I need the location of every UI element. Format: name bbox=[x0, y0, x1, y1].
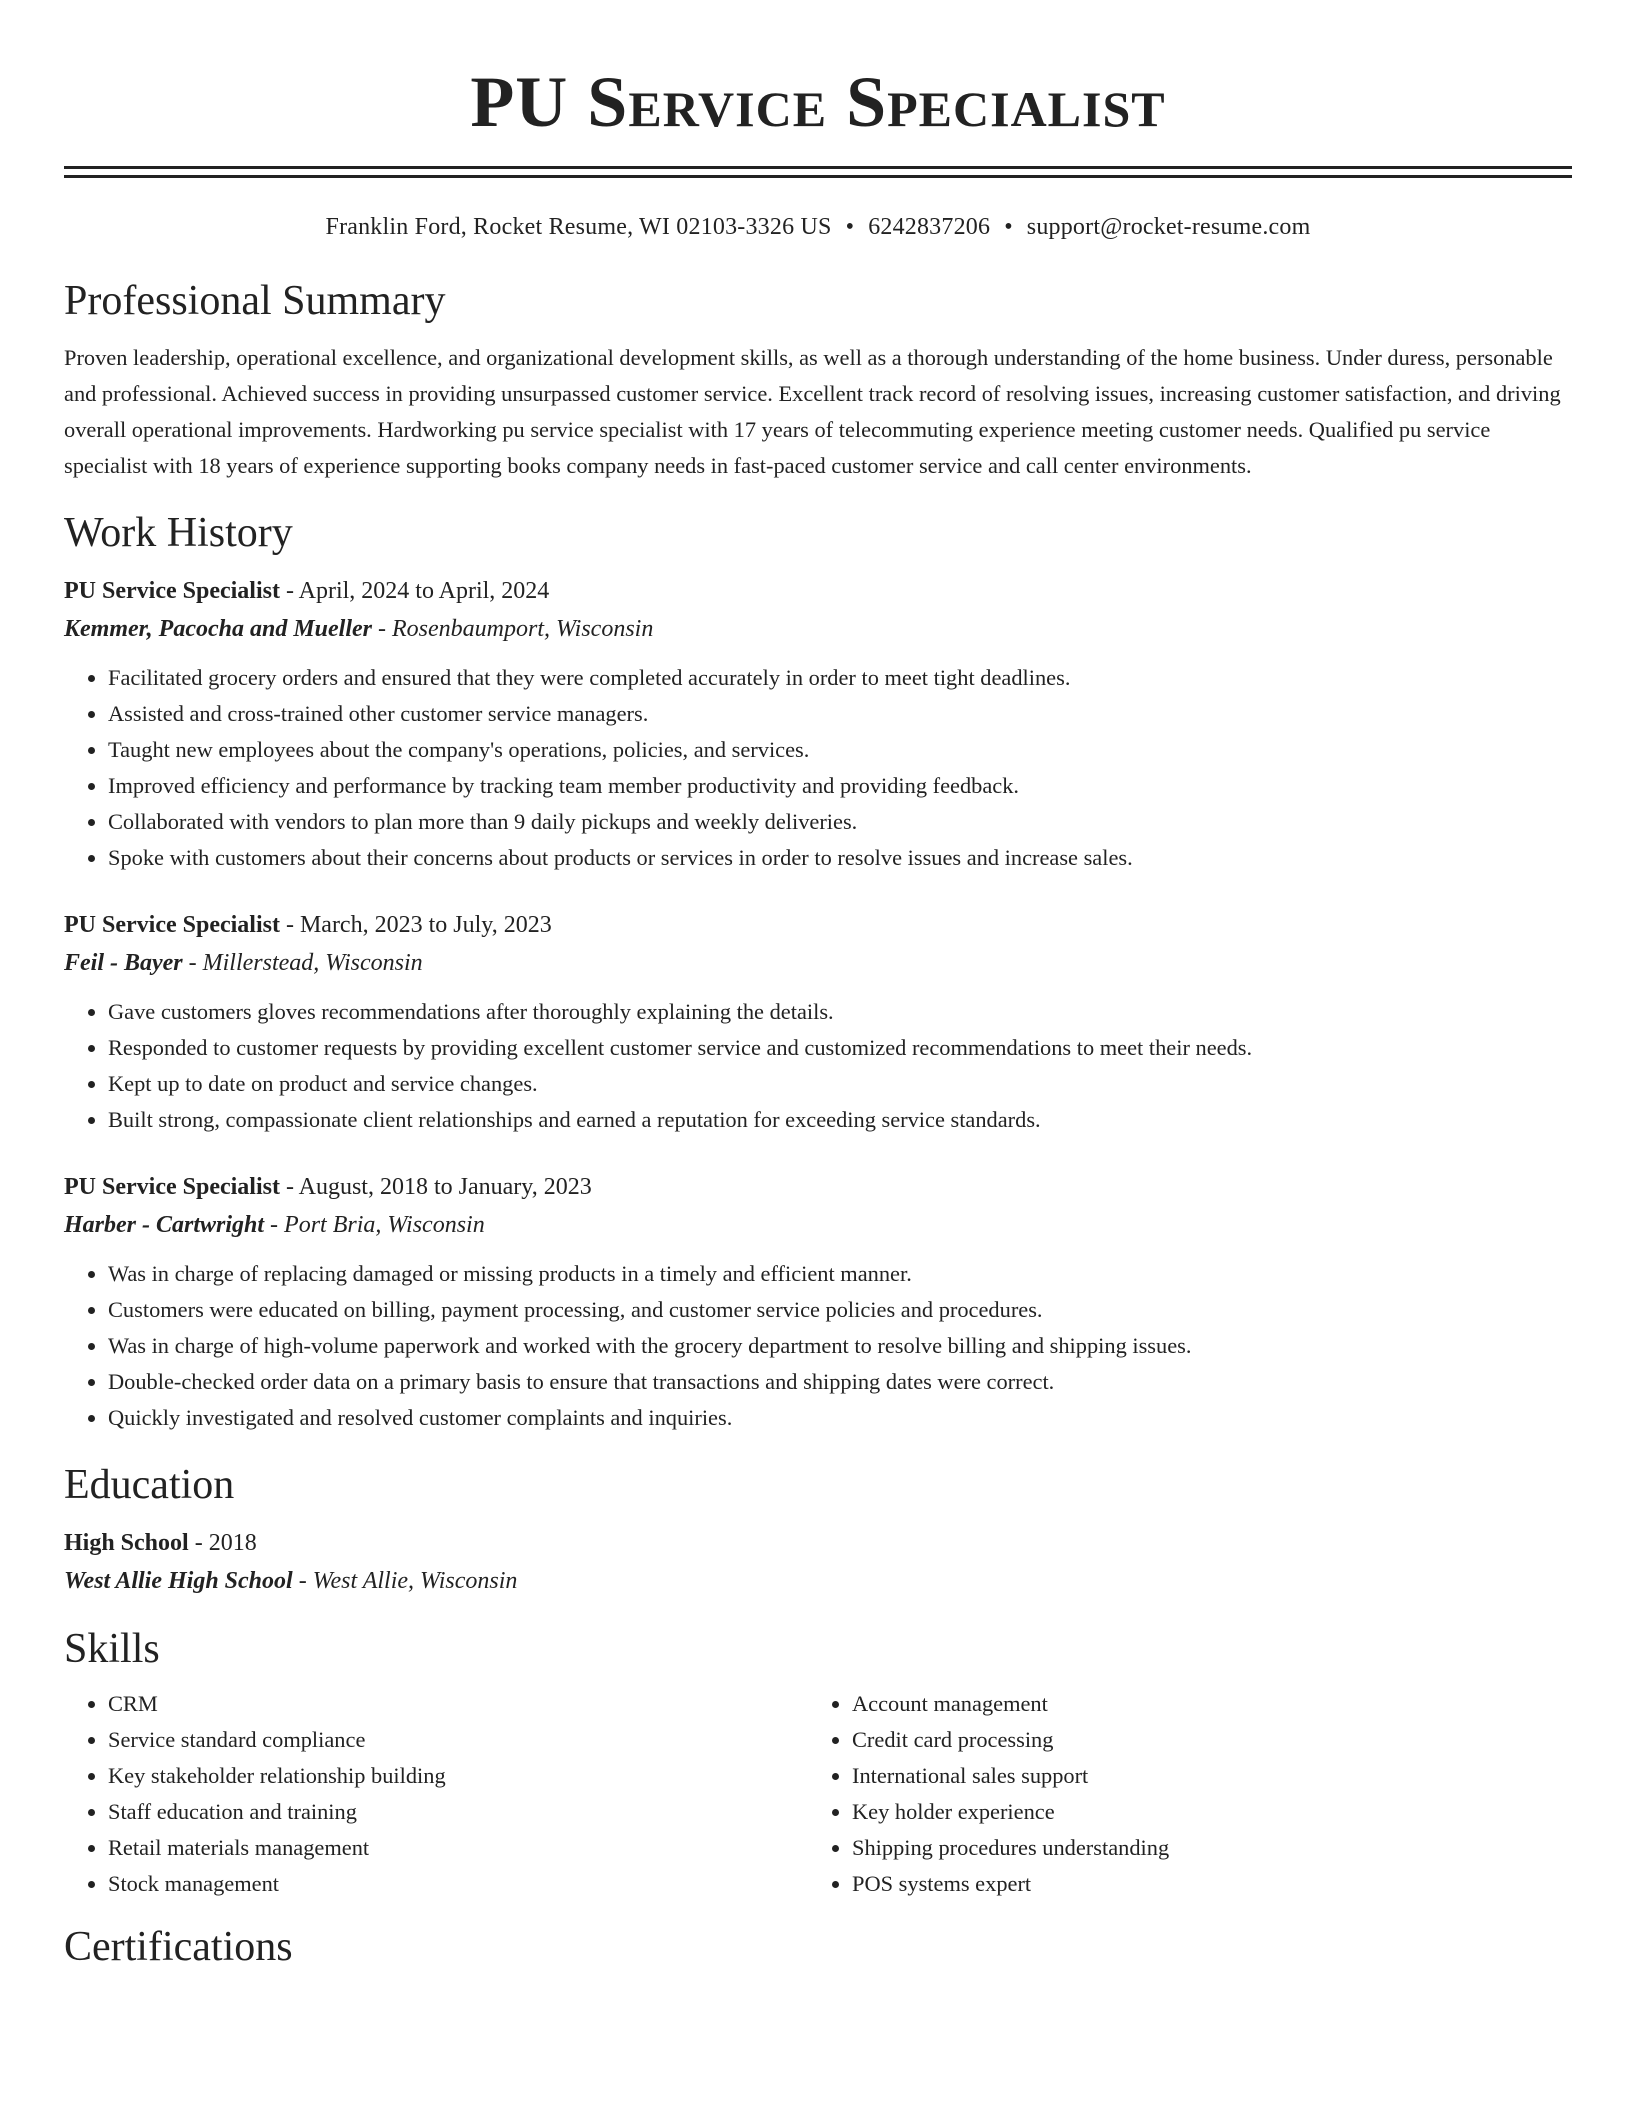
job-duty: • Was in charge of replacing damaged or missing products in a timely and efficient manner. bbox=[108, 1256, 1572, 1292]
job-duty: • Facilitated grocery orders and ensured that they were completed accurately in order to meet tight deadlines. bbox=[108, 660, 1572, 696]
contact-separator: • bbox=[1004, 214, 1013, 240]
job-duty: • Responded to customer requests by providing excellent customer service and customized recommendations to meet their needs. bbox=[108, 1030, 1572, 1066]
contact-address: Franklin Ford, Rocket Resume, WI 02103-3326 US bbox=[325, 214, 832, 240]
job-entry bbox=[64, 906, 1572, 1138]
job-duty: • Customers were educated on billing, payment processing, and customer service policies and procedures. bbox=[108, 1292, 1572, 1328]
section-title-education: Education bbox=[64, 1462, 235, 1508]
resume-page bbox=[64, 0, 1572, 1972]
education-location: - West Allie, Wisconsin bbox=[292, 1568, 518, 1594]
contact-email: support@rocket-resume.com bbox=[1026, 214, 1311, 240]
job-dates: - April, 2024 to April, 2024 bbox=[279, 578, 550, 604]
skill-item: • CRM bbox=[108, 1686, 808, 1722]
education-entry bbox=[64, 1524, 1572, 1600]
job-duty: • Quickly investigated and resolved customer complaints and inquiries. bbox=[108, 1400, 1572, 1436]
job-duty: • Was in charge of high-volume paperwork and worked with the grocery department to resolve billing and shipping issues. bbox=[108, 1328, 1572, 1364]
skill-item: • Shipping procedures understanding bbox=[852, 1830, 1572, 1866]
job-title-line bbox=[64, 572, 1572, 610]
header-rule-top bbox=[64, 166, 1572, 169]
job-duty: • Improved efficiency and performance by tracking team member productivity and providing feedback. bbox=[108, 768, 1572, 804]
job-duty: • Collaborated with vendors to plan more than 9 daily pickups and weekly deliveries. bbox=[108, 804, 1572, 840]
education-degree: High School bbox=[64, 1530, 189, 1556]
job-entry bbox=[64, 572, 1572, 876]
job-duty: • Kept up to date on product and service changes. bbox=[108, 1066, 1572, 1102]
job-role: PU Service Specialist bbox=[64, 912, 280, 938]
job-role: PU Service Specialist bbox=[64, 1174, 280, 1200]
section-title-certifications: Certifications bbox=[64, 1924, 293, 1970]
skill-item: • Staff education and training bbox=[108, 1794, 808, 1830]
job-title-line bbox=[64, 906, 1572, 944]
job-duty: • Double-checked order data on a primary basis to ensure that transactions and shipping dates were correct. bbox=[108, 1364, 1572, 1400]
contact-phone: 6242837206 bbox=[868, 214, 991, 240]
resume-name: PU Service Specialist bbox=[470, 62, 1166, 142]
education-degree-line bbox=[64, 1524, 1572, 1562]
header-rule-bottom bbox=[64, 175, 1572, 178]
summary-text: Proven leadership, operational excellence, and organizational development skills, as well as a thorough understanding of the home business. Under duress, personable and professional. Achieved success in providing unsurpassed customer service. Excellent track record of resolving issues, increasing customer satisfaction, and driving overall operational improvements. Hardworking pu service specialist with 17 years of telecommuting experience meeting customer needs. Qualified pu service specialist with 18 years of experience supporting books company needs in fast-paced customer service and call center environments. bbox=[64, 345, 1561, 478]
job-company-line bbox=[64, 610, 1572, 648]
job-location: - Rosenbaumport, Wisconsin bbox=[372, 616, 654, 642]
job-duty: • Gave customers gloves recommendations after thoroughly explaining the details. bbox=[108, 994, 1572, 1030]
job-location: - Port Bria, Wisconsin bbox=[264, 1212, 485, 1238]
education-school: West Allie High School bbox=[64, 1568, 293, 1594]
job-company: Feil - Bayer bbox=[64, 950, 183, 976]
skill-item: • International sales support bbox=[852, 1758, 1572, 1794]
education-year: - 2018 bbox=[188, 1530, 257, 1556]
job-dates: - August, 2018 to January, 2023 bbox=[279, 1174, 592, 1200]
skills-grid bbox=[64, 1686, 1572, 1902]
job-entry bbox=[64, 1168, 1572, 1436]
job-duties bbox=[64, 660, 1572, 876]
job-company-line bbox=[64, 1206, 1572, 1244]
contact-separator: • bbox=[845, 214, 855, 240]
skill-item: • Stock management bbox=[108, 1866, 808, 1902]
job-duty: • Taught new employees about the company's operations, policies, and services. bbox=[108, 732, 1572, 768]
job-duties bbox=[64, 1256, 1572, 1436]
skill-item: • POS systems expert bbox=[852, 1866, 1572, 1902]
skills-column-left bbox=[64, 1686, 808, 1902]
contact-line bbox=[64, 212, 1572, 242]
job-company: Kemmer, Pacocha and Mueller bbox=[64, 616, 372, 642]
skill-item: • Retail materials management bbox=[108, 1830, 808, 1866]
job-duty: • Assisted and cross-trained other customer service managers. bbox=[108, 696, 1572, 732]
job-company-line bbox=[64, 944, 1572, 982]
skill-item: • Account management bbox=[852, 1686, 1572, 1722]
skills-column-right bbox=[808, 1686, 1572, 1902]
job-duties bbox=[64, 994, 1572, 1138]
job-location: - Millerstead, Wisconsin bbox=[182, 950, 423, 976]
section-title-work-history: Work History bbox=[64, 510, 293, 556]
skill-item: • Service standard compliance bbox=[108, 1722, 808, 1758]
skill-item: • Key holder experience bbox=[852, 1794, 1572, 1830]
job-duty: • Built strong, compassionate client relationships and earned a reputation for exceeding service standards. bbox=[108, 1102, 1572, 1138]
job-dates: - March, 2023 to July, 2023 bbox=[279, 912, 552, 938]
skill-item: • Key stakeholder relationship building bbox=[108, 1758, 808, 1794]
section-title-summary: Professional Summary bbox=[64, 278, 446, 324]
education-school-line bbox=[64, 1562, 1572, 1600]
job-company: Harber - Cartwright bbox=[64, 1212, 265, 1238]
job-title-line bbox=[64, 1168, 1572, 1206]
job-role: PU Service Specialist bbox=[64, 578, 280, 604]
job-duty: • Spoke with customers about their concerns about products or services in order to resolve issues and increase sales. bbox=[108, 840, 1572, 876]
skill-item: • Credit card processing bbox=[852, 1722, 1572, 1758]
section-title-skills: Skills bbox=[64, 1626, 160, 1672]
